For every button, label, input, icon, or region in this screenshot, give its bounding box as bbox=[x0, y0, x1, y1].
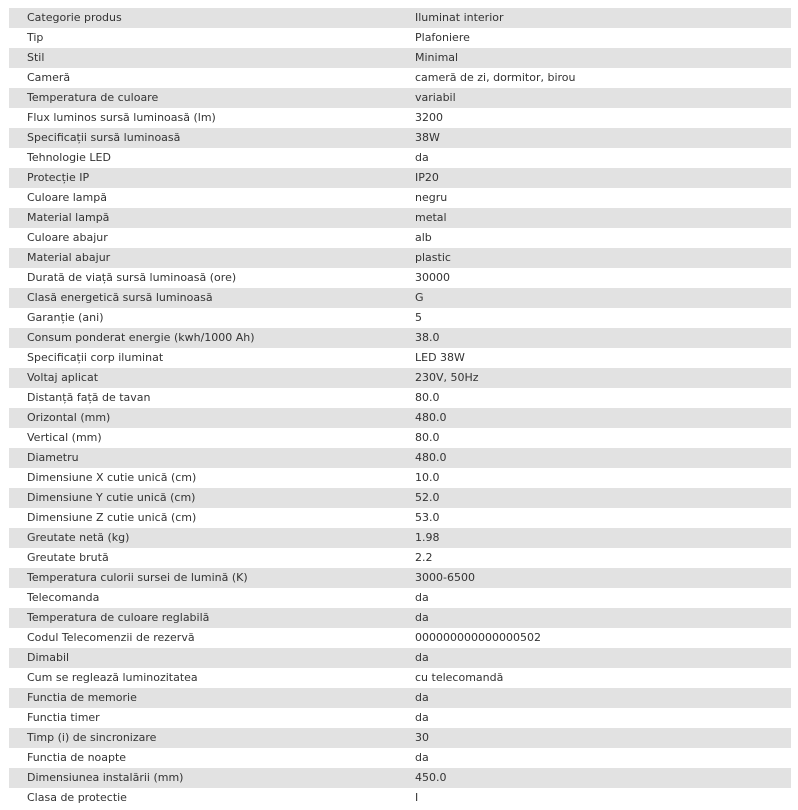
spec-label: Categorie produs bbox=[9, 8, 397, 28]
spec-label: Temperatura de culoare bbox=[9, 88, 397, 108]
spec-row bbox=[9, 608, 791, 628]
spec-row bbox=[9, 348, 791, 368]
spec-value: LED 38W bbox=[397, 348, 791, 368]
spec-row bbox=[9, 408, 791, 428]
spec-row bbox=[9, 468, 791, 488]
spec-row bbox=[9, 148, 791, 168]
spec-value: metal bbox=[397, 208, 791, 228]
spec-row bbox=[9, 688, 791, 708]
spec-label: Material lampă bbox=[9, 208, 397, 228]
spec-value: 80.0 bbox=[397, 388, 791, 408]
spec-value: 5 bbox=[397, 308, 791, 328]
spec-row bbox=[9, 228, 791, 248]
spec-table-body bbox=[9, 8, 791, 808]
spec-row bbox=[9, 428, 791, 448]
spec-label: Functia timer bbox=[9, 708, 397, 728]
spec-value: variabil bbox=[397, 88, 791, 108]
product-spec-table bbox=[9, 8, 791, 808]
spec-label: Durată de viață sursă luminoasă (ore) bbox=[9, 268, 397, 288]
spec-label: Flux luminos sursă luminoasă (lm) bbox=[9, 108, 397, 128]
spec-label: Temperatura de culoare reglabilă bbox=[9, 608, 397, 628]
spec-value: I bbox=[397, 788, 791, 808]
spec-label: Telecomanda bbox=[9, 588, 397, 608]
spec-label: Specificații corp iluminat bbox=[9, 348, 397, 368]
spec-row bbox=[9, 208, 791, 228]
spec-value: da bbox=[397, 688, 791, 708]
spec-row bbox=[9, 8, 791, 28]
spec-row bbox=[9, 128, 791, 148]
spec-label: Consum ponderat energie (kwh/1000 Ah) bbox=[9, 328, 397, 348]
spec-value: plastic bbox=[397, 248, 791, 268]
spec-label: Distanță față de tavan bbox=[9, 388, 397, 408]
spec-label: Temperatura culorii sursei de lumină (K) bbox=[9, 568, 397, 588]
spec-value: da bbox=[397, 748, 791, 768]
spec-label: Specificații sursă luminoasă bbox=[9, 128, 397, 148]
spec-label: Stil bbox=[9, 48, 397, 68]
spec-value: da bbox=[397, 588, 791, 608]
spec-row bbox=[9, 748, 791, 768]
spec-label: Clasa de protectie bbox=[9, 788, 397, 808]
spec-label: Voltaj aplicat bbox=[9, 368, 397, 388]
spec-row bbox=[9, 388, 791, 408]
spec-value: 450.0 bbox=[397, 768, 791, 788]
spec-row bbox=[9, 288, 791, 308]
spec-label: Greutate brută bbox=[9, 548, 397, 568]
spec-value: 52.0 bbox=[397, 488, 791, 508]
spec-value: 2.2 bbox=[397, 548, 791, 568]
spec-label: Cum se reglează luminozitatea bbox=[9, 668, 397, 688]
spec-label: Codul Telecomenzii de rezervă bbox=[9, 628, 397, 648]
spec-row bbox=[9, 668, 791, 688]
spec-label: Dimensiune Y cutie unică (cm) bbox=[9, 488, 397, 508]
spec-row bbox=[9, 528, 791, 548]
spec-label: Diametru bbox=[9, 448, 397, 468]
spec-value: IP20 bbox=[397, 168, 791, 188]
spec-label: Culoare lampă bbox=[9, 188, 397, 208]
spec-row bbox=[9, 248, 791, 268]
spec-value: negru bbox=[397, 188, 791, 208]
spec-label: Culoare abajur bbox=[9, 228, 397, 248]
spec-label: Timp (i) de sincronizare bbox=[9, 728, 397, 748]
spec-value: 3200 bbox=[397, 108, 791, 128]
spec-label: Dimensiunea instalării (mm) bbox=[9, 768, 397, 788]
spec-value: da bbox=[397, 648, 791, 668]
spec-row bbox=[9, 588, 791, 608]
spec-row bbox=[9, 268, 791, 288]
spec-row bbox=[9, 108, 791, 128]
spec-row bbox=[9, 728, 791, 748]
spec-row bbox=[9, 768, 791, 788]
spec-value: 1.98 bbox=[397, 528, 791, 548]
spec-label: Protecție IP bbox=[9, 168, 397, 188]
spec-value: 000000000000000502 bbox=[397, 628, 791, 648]
spec-value: 480.0 bbox=[397, 408, 791, 428]
spec-label: Dimensiune Z cutie unică (cm) bbox=[9, 508, 397, 528]
spec-value: Plafoniere bbox=[397, 28, 791, 48]
spec-label: Functia de memorie bbox=[9, 688, 397, 708]
spec-row bbox=[9, 448, 791, 468]
spec-value: 230V, 50Hz bbox=[397, 368, 791, 388]
spec-label: Material abajur bbox=[9, 248, 397, 268]
spec-label: Cameră bbox=[9, 68, 397, 88]
spec-value: 3000-6500 bbox=[397, 568, 791, 588]
spec-row bbox=[9, 168, 791, 188]
spec-value: 30000 bbox=[397, 268, 791, 288]
spec-row bbox=[9, 28, 791, 48]
spec-label: Greutate netă (kg) bbox=[9, 528, 397, 548]
spec-label: Functia de noapte bbox=[9, 748, 397, 768]
spec-row bbox=[9, 68, 791, 88]
spec-row bbox=[9, 568, 791, 588]
spec-label: Orizontal (mm) bbox=[9, 408, 397, 428]
spec-row bbox=[9, 508, 791, 528]
spec-label: Vertical (mm) bbox=[9, 428, 397, 448]
spec-row bbox=[9, 88, 791, 108]
spec-value: 38W bbox=[397, 128, 791, 148]
spec-row bbox=[9, 188, 791, 208]
spec-row bbox=[9, 788, 791, 808]
spec-row bbox=[9, 708, 791, 728]
spec-value: cameră de zi, dormitor, birou bbox=[397, 68, 791, 88]
spec-row bbox=[9, 648, 791, 668]
spec-value: 480.0 bbox=[397, 448, 791, 468]
spec-value: G bbox=[397, 288, 791, 308]
spec-row bbox=[9, 368, 791, 388]
spec-value: 80.0 bbox=[397, 428, 791, 448]
spec-value: 53.0 bbox=[397, 508, 791, 528]
spec-value: da bbox=[397, 708, 791, 728]
spec-value: da bbox=[397, 608, 791, 628]
spec-row bbox=[9, 548, 791, 568]
spec-row bbox=[9, 488, 791, 508]
spec-value: Iluminat interior bbox=[397, 8, 791, 28]
spec-value: da bbox=[397, 148, 791, 168]
spec-label: Tehnologie LED bbox=[9, 148, 397, 168]
spec-label: Dimensiune X cutie unică (cm) bbox=[9, 468, 397, 488]
spec-label: Garanție (ani) bbox=[9, 308, 397, 328]
spec-value: 30 bbox=[397, 728, 791, 748]
spec-value: 10.0 bbox=[397, 468, 791, 488]
spec-label: Dimabil bbox=[9, 648, 397, 668]
spec-value: 38.0 bbox=[397, 328, 791, 348]
spec-value: cu telecomandă bbox=[397, 668, 791, 688]
spec-row bbox=[9, 328, 791, 348]
spec-row bbox=[9, 308, 791, 328]
spec-label: Clasă energetică sursă luminoasă bbox=[9, 288, 397, 308]
spec-value: Minimal bbox=[397, 48, 791, 68]
spec-row bbox=[9, 628, 791, 648]
spec-value: alb bbox=[397, 228, 791, 248]
spec-row bbox=[9, 48, 791, 68]
spec-label: Tip bbox=[9, 28, 397, 48]
